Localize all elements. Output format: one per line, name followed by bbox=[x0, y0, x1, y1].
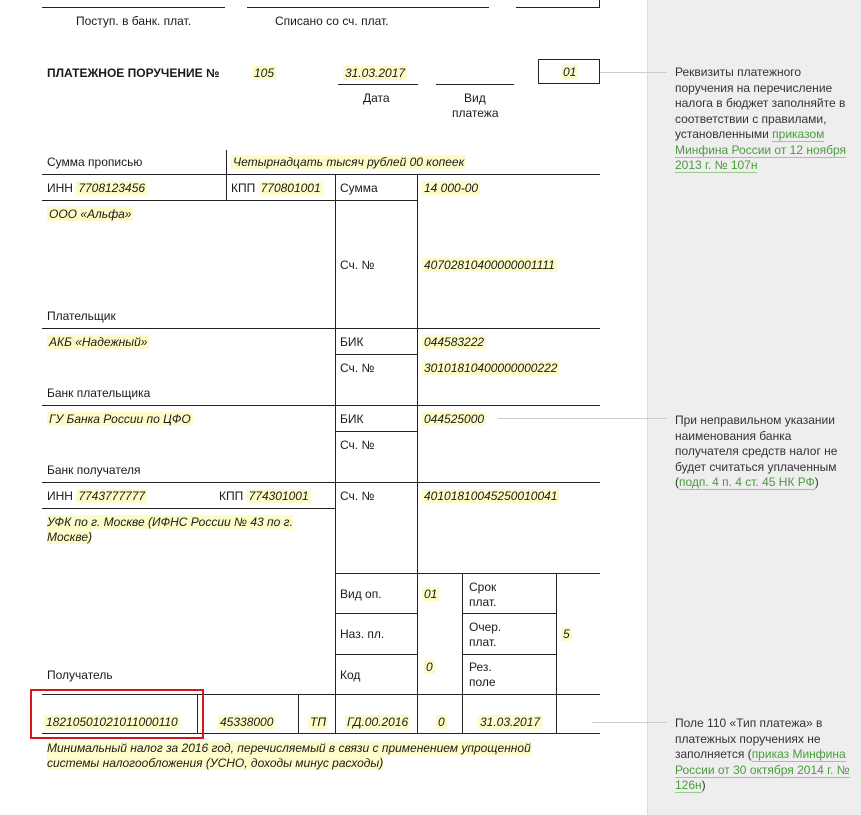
period-value: ГД.00.2016 bbox=[347, 715, 409, 729]
note-2 bbox=[675, 413, 850, 491]
purpose-box bbox=[47, 741, 567, 771]
recipient-name: УФК по г. Москве (ИФНС России № 43 по г. Москве) bbox=[47, 515, 293, 544]
note-2-link[interactable]: подп. 4 п. 4 ст. 45 НК РФ bbox=[679, 475, 815, 489]
recipient-kpp-row bbox=[219, 489, 311, 503]
doc-number-value: 0 bbox=[438, 715, 445, 729]
purpose-text: Минимальный налог за 2016 год, перечисляемый в связи с применением упрощенной системы налогообложения (УСНО, доходы минус расходы) bbox=[47, 741, 531, 770]
date-label: Дата bbox=[363, 91, 390, 105]
order-label-1: Очер. bbox=[469, 620, 502, 634]
payer-bank-caption: Банк плательщика bbox=[47, 386, 151, 400]
order-value: 5 bbox=[563, 627, 570, 641]
payer-kpp-row bbox=[231, 181, 323, 195]
payer-bank-bik-label: БИК bbox=[340, 335, 364, 349]
payer-kpp-label: КПП bbox=[231, 181, 256, 195]
op-type-label: Вид оп. bbox=[340, 587, 382, 601]
payer-inn-line bbox=[42, 200, 335, 201]
amount-words-line bbox=[42, 174, 600, 175]
recipient-caption: Получатель bbox=[47, 668, 113, 682]
codes-top-line bbox=[335, 573, 600, 574]
note-3 bbox=[675, 716, 850, 794]
payment-type-label-2: платежа bbox=[452, 106, 499, 120]
op-type-value: 01 bbox=[424, 587, 438, 601]
payer-kpp: 770801001 bbox=[260, 181, 321, 195]
codes-divider-2 bbox=[556, 573, 557, 733]
note-2-text: При неправильном указании наименования банка получателя средств налог не будет считаться уплаченным ( bbox=[675, 413, 838, 489]
recipient-account-label: Сч. № bbox=[340, 489, 375, 503]
document-title: ПЛАТЕЖНОЕ ПОРУЧЕНИЕ № bbox=[47, 66, 220, 80]
code-label: Код bbox=[340, 668, 361, 682]
sum-label: Сумма bbox=[340, 181, 378, 195]
amount-divider bbox=[226, 150, 227, 200]
recipient-bank-line bbox=[42, 482, 600, 483]
payer-inn-row bbox=[47, 181, 147, 195]
received-label: Поступ. в банк. плат. bbox=[76, 14, 192, 28]
payer-inn: 7708123456 bbox=[78, 181, 146, 195]
recipient-account: 40101810045250010041 bbox=[424, 489, 558, 503]
connector-3 bbox=[592, 722, 667, 723]
order-label-2: плат. bbox=[469, 635, 497, 649]
recipient-inn-line bbox=[42, 508, 335, 509]
note-3-tail: ) bbox=[701, 778, 706, 792]
budget-div-2 bbox=[298, 694, 299, 734]
note-1-text: Реквизиты платежного поручения на перечисление налога в бюджет заполняйте в соответствии с правилами, установленными bbox=[675, 65, 846, 141]
recipient-name-box bbox=[47, 515, 299, 545]
recipient-inn: 7743777777 bbox=[78, 489, 146, 503]
payer-name: ООО «Альфа» bbox=[49, 207, 132, 221]
connector-1 bbox=[600, 72, 667, 73]
term-line bbox=[462, 613, 557, 614]
date-line bbox=[338, 84, 418, 85]
note-3-text: Поле 110 «Тип платежа» в платежных поручениях не заполняется ( bbox=[675, 716, 823, 761]
payer-bank-account: 30101810400000000222 bbox=[424, 361, 558, 375]
recipient-inn-label: ИНН bbox=[47, 489, 73, 503]
recipient-bank-bik-line bbox=[335, 431, 418, 432]
purpose-line bbox=[335, 654, 418, 655]
debited-label: Списано со сч. плат. bbox=[275, 14, 389, 28]
oktmo-value: 45338000 bbox=[220, 715, 274, 729]
payer-bank-line bbox=[42, 405, 600, 406]
kbk-highlight-frame bbox=[30, 689, 204, 739]
codes-divider-1 bbox=[462, 573, 463, 733]
type-line bbox=[436, 84, 514, 85]
top-line-3h bbox=[516, 7, 600, 8]
payment-type-label-1: Вид bbox=[464, 91, 486, 105]
payer-bank-bik: 044583222 bbox=[424, 335, 485, 349]
recipient-bank-bik-label: БИК bbox=[340, 412, 364, 426]
budget-div-3 bbox=[335, 694, 336, 734]
optype-line bbox=[335, 613, 418, 614]
payer-caption: Плательщик bbox=[47, 309, 116, 323]
term-label-1: Срок bbox=[469, 580, 497, 594]
order-number: 105 bbox=[254, 66, 275, 80]
recipient-inn-row bbox=[47, 489, 147, 503]
note-3-link[interactable]: приказ Минфина России от 30 октября 2014 г. № 126н bbox=[675, 747, 850, 792]
payer-inn-label: ИНН bbox=[47, 181, 73, 195]
order-line bbox=[462, 654, 557, 655]
payer-account: 40702810400000001111 bbox=[424, 258, 555, 272]
recipient-kpp: 774301001 bbox=[248, 489, 309, 503]
term-label-2: плат. bbox=[469, 595, 497, 609]
basis-value: ТП bbox=[310, 715, 327, 729]
connector-2 bbox=[498, 418, 667, 419]
top-line-2 bbox=[247, 7, 489, 8]
order-date: 31.03.2017 bbox=[345, 66, 406, 80]
payer-account-label: Сч. № bbox=[340, 258, 375, 272]
note-2-tail: ) bbox=[814, 475, 819, 489]
payer-bank-name: АКБ «Надежный» bbox=[49, 335, 148, 349]
note-1 bbox=[675, 65, 850, 174]
doc-date-value: 31.03.2017 bbox=[480, 715, 541, 729]
kbk-value: 18210501021011000110 bbox=[46, 715, 178, 729]
sum-value: 14 000-00 bbox=[424, 181, 479, 195]
recipient-bank-name: ГУ Банка России по ЦФО bbox=[49, 412, 191, 426]
recipient-kpp-label: КПП bbox=[219, 489, 244, 503]
recipient-bank-caption: Банк получателя bbox=[47, 463, 141, 477]
payer-line bbox=[42, 328, 600, 329]
purpose-type-label: Наз. пл. bbox=[340, 627, 385, 641]
payer-bank-account-label: Сч. № bbox=[340, 361, 375, 375]
reserve-label-1: Рез. bbox=[469, 660, 492, 674]
payer-bank-bik-line bbox=[335, 354, 418, 355]
top-line-1 bbox=[42, 7, 225, 8]
reserve-label-2: поле bbox=[469, 675, 496, 689]
value-divider bbox=[417, 174, 418, 734]
amount-words-label: Сумма прописью bbox=[47, 155, 143, 169]
status-code: 01 bbox=[563, 65, 577, 79]
note-1-link[interactable]: приказом Минфина России от 12 ноября 2013 г. № 107н bbox=[675, 127, 847, 172]
sum-line bbox=[335, 200, 418, 201]
code-value: 0 bbox=[426, 660, 433, 674]
main-divider bbox=[335, 174, 336, 694]
recipient-bank-bik: 044525000 bbox=[424, 412, 485, 426]
amount-words: Четырнадцать тысяч рублей 00 копеек bbox=[233, 155, 465, 169]
recipient-bank-account-label: Сч. № bbox=[340, 438, 375, 452]
